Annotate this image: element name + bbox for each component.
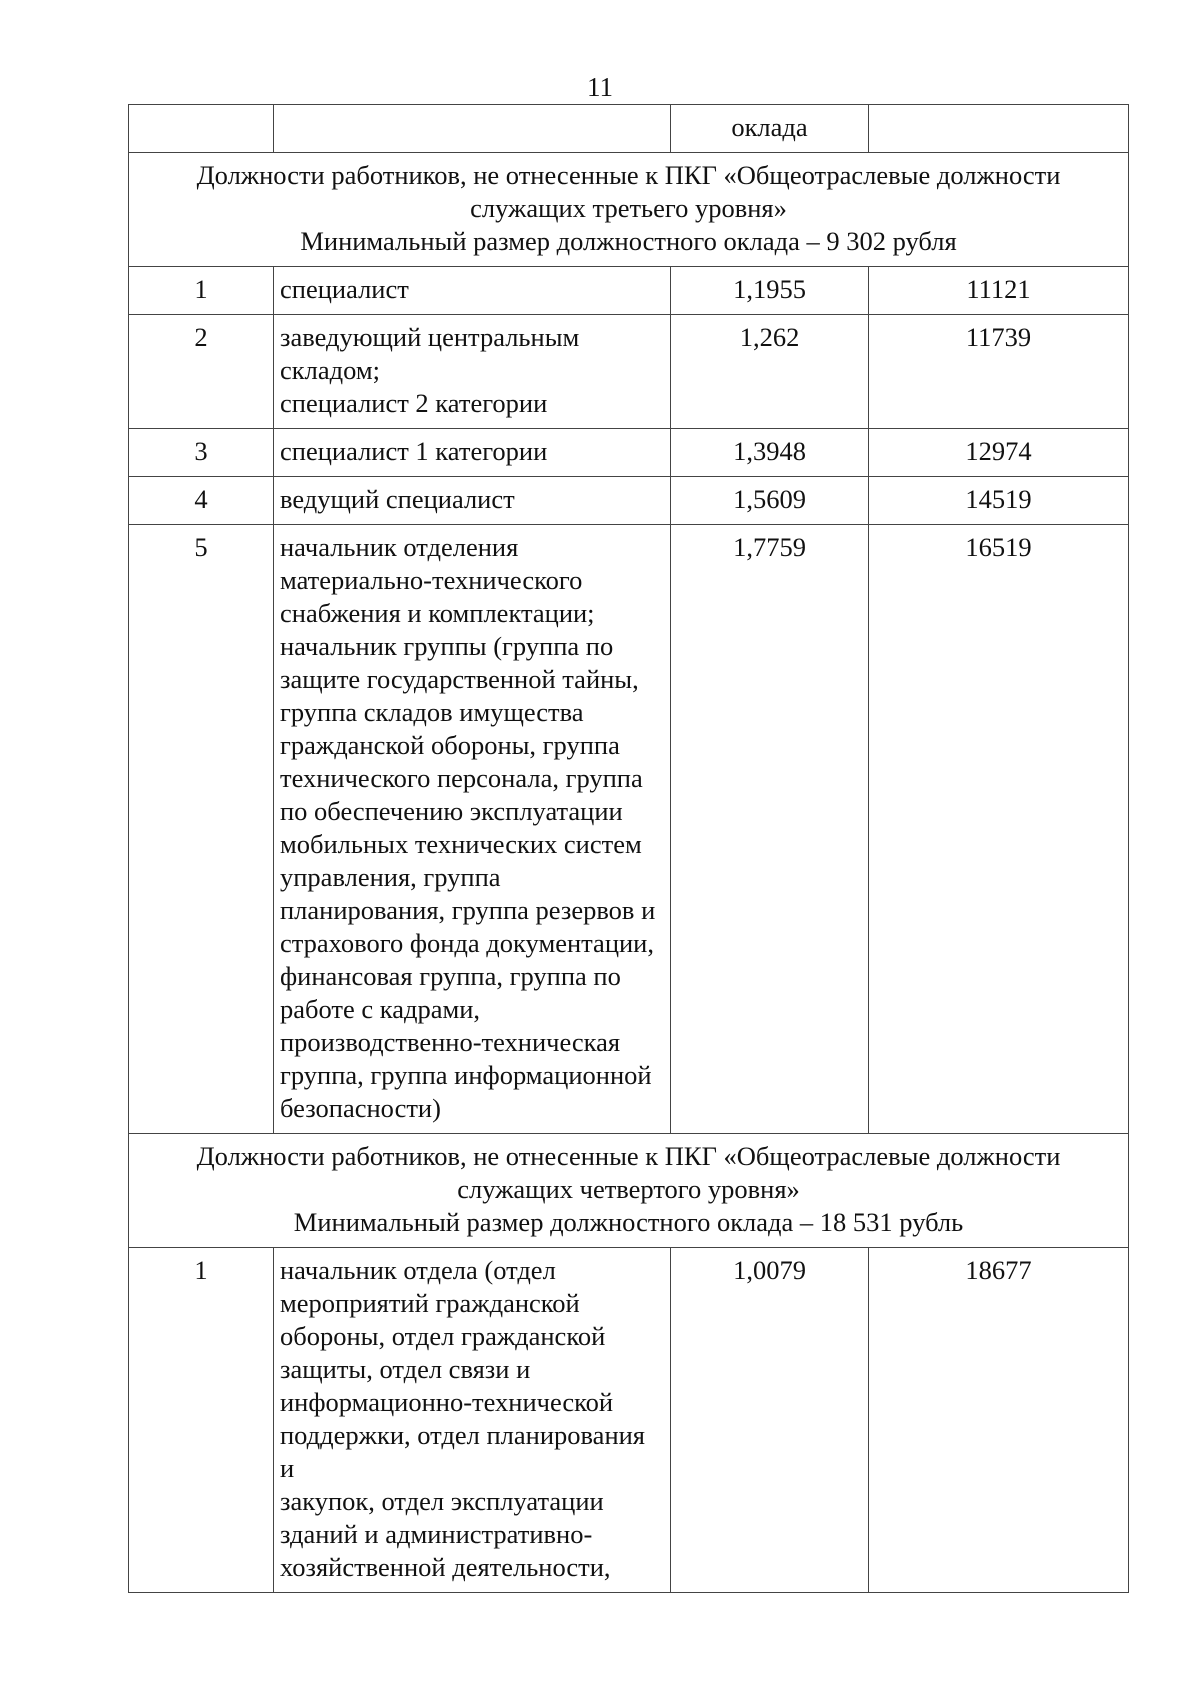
position-line: специалист 1 категории xyxy=(280,436,548,466)
row-number: 1 xyxy=(129,267,274,315)
position-line: производственно-техническая xyxy=(280,1027,621,1057)
section-title-line: служащих третьего уровня» xyxy=(470,193,787,223)
position-line: заведующий центральным xyxy=(280,322,580,352)
section-title-line: служащих четвертого уровня» xyxy=(457,1174,800,1204)
position-line: хозяйственной деятельности, xyxy=(280,1552,611,1582)
table-row xyxy=(129,1248,1129,1593)
table-row xyxy=(129,477,1129,525)
row-salary: 16519 xyxy=(869,525,1129,1134)
row-salary: 14519 xyxy=(869,477,1129,525)
row-salary: 18677 xyxy=(869,1248,1129,1593)
position-line: группа складов имущества xyxy=(280,697,584,727)
row-position xyxy=(274,477,671,525)
row-salary: 11739 xyxy=(869,315,1129,429)
position-line: безопасности) xyxy=(280,1093,441,1123)
row-coefficient: 1,5609 xyxy=(671,477,869,525)
position-line: управления, группа xyxy=(280,862,501,892)
row-number: 1 xyxy=(129,1248,274,1593)
salary-table xyxy=(128,104,1129,1593)
table-header-row xyxy=(129,105,1129,153)
position-line: закупок, отдел эксплуатации xyxy=(280,1486,604,1516)
row-coefficient: 1,262 xyxy=(671,315,869,429)
position-line: работе с кадрами, xyxy=(280,994,481,1024)
position-line: начальник отдела (отдел xyxy=(280,1255,556,1285)
row-number: 4 xyxy=(129,477,274,525)
page-number: 11 xyxy=(587,72,613,102)
row-salary: 12974 xyxy=(869,429,1129,477)
row-coefficient: 1,3948 xyxy=(671,429,869,477)
position-line: мобильных технических систем xyxy=(280,829,642,859)
table-row xyxy=(129,429,1129,477)
table-row xyxy=(129,525,1129,1134)
section-header-cell xyxy=(129,153,1129,267)
row-number: 3 xyxy=(129,429,274,477)
row-position xyxy=(274,525,671,1134)
row-position xyxy=(274,315,671,429)
position-line: начальник отделения xyxy=(280,532,519,562)
row-coefficient: 1,1955 xyxy=(671,267,869,315)
header-cell-coefficient: оклада xyxy=(671,105,869,153)
position-line: начальник группы (группа по xyxy=(280,631,614,661)
position-line: специалист 2 категории xyxy=(280,388,548,418)
position-line: планирования, группа резервов и xyxy=(280,895,656,925)
position-line: страхового фонда документации, xyxy=(280,928,654,958)
position-line: гражданской обороны, группа xyxy=(280,730,620,760)
table-row xyxy=(129,267,1129,315)
table-row xyxy=(129,315,1129,429)
row-position xyxy=(274,267,671,315)
row-position xyxy=(274,1248,671,1593)
row-coefficient: 1,0079 xyxy=(671,1248,869,1593)
header-cell-position xyxy=(274,105,671,153)
row-position xyxy=(274,429,671,477)
section-header-row xyxy=(129,1134,1129,1248)
position-line: мероприятий гражданской xyxy=(280,1288,580,1318)
section-min-salary: Минимальный размер должностного оклада – 18 531 рубль xyxy=(293,1207,964,1237)
position-line: обороны, отдел гражданской xyxy=(280,1321,606,1351)
position-line: материально-технического xyxy=(280,565,583,595)
header-cell-salary xyxy=(869,105,1129,153)
section-header-row xyxy=(129,153,1129,267)
position-line: складом; xyxy=(280,355,380,385)
row-number: 5 xyxy=(129,525,274,1134)
position-line: по обеспечению эксплуатации xyxy=(280,796,623,826)
section-title-line: Должности работников, не отнесенные к ПКГ «Общеотраслевые должности xyxy=(196,1141,1061,1171)
position-line: технического персонала, группа xyxy=(280,763,643,793)
header-cell-number xyxy=(129,105,274,153)
row-coefficient: 1,7759 xyxy=(671,525,869,1134)
section-min-salary: Минимальный размер должностного оклада – 9 302 рубля xyxy=(300,226,957,256)
section-title-line: Должности работников, не отнесенные к ПКГ «Общеотраслевые должности xyxy=(196,160,1061,190)
position-line: снабжения и комплектации; xyxy=(280,598,595,628)
position-line: защите государственной тайны, xyxy=(280,664,639,694)
position-line: специалист xyxy=(280,274,409,304)
position-line: поддержки, отдел планирования и xyxy=(280,1420,645,1483)
row-number: 2 xyxy=(129,315,274,429)
position-line: информационно-технической xyxy=(280,1387,614,1417)
position-line: защиты, отдел связи и xyxy=(280,1354,531,1384)
row-salary: 11121 xyxy=(869,267,1129,315)
position-line: группа, группа информационной xyxy=(280,1060,652,1090)
position-line: ведущий специалист xyxy=(280,484,515,514)
position-line: зданий и административно- xyxy=(280,1519,593,1549)
position-line: финансовая группа, группа по xyxy=(280,961,621,991)
section-header-cell xyxy=(129,1134,1129,1248)
